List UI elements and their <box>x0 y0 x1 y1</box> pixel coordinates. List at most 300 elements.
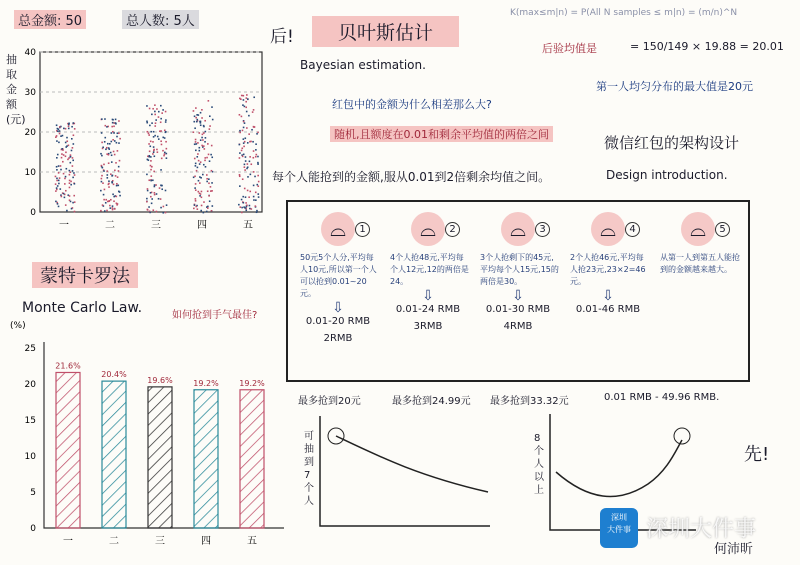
data-dot <box>246 205 248 207</box>
data-dot <box>209 200 211 202</box>
data-dot <box>113 132 115 134</box>
data-dot <box>157 136 159 138</box>
data-dot <box>196 121 198 123</box>
data-dot <box>203 164 205 166</box>
data-dot <box>209 160 211 162</box>
data-dot <box>153 149 155 151</box>
data-dot <box>200 112 202 114</box>
data-dot <box>201 205 203 207</box>
data-dot <box>249 141 251 143</box>
data-dot <box>245 196 247 198</box>
data-dot <box>60 135 62 137</box>
data-dot <box>106 170 108 172</box>
data-dot <box>165 111 167 113</box>
design-title-cn: 微信红包的架构设计 <box>604 134 740 152</box>
bar <box>102 381 126 528</box>
data-dot <box>154 114 156 116</box>
data-dot <box>198 191 200 193</box>
monte-carlo-question: 如何抢到手气最佳? <box>172 310 258 321</box>
data-dot <box>72 202 74 204</box>
data-dot <box>147 190 149 192</box>
data-dot <box>72 159 74 161</box>
data-dot <box>160 105 162 107</box>
data-dot <box>148 159 150 161</box>
y-tick-label: 0 <box>30 524 36 534</box>
signature: 何沛昕 <box>714 542 754 557</box>
data-dot <box>257 193 259 195</box>
data-dot <box>104 118 106 120</box>
data-dot <box>119 195 121 197</box>
data-dot <box>111 126 113 128</box>
data-dot <box>203 125 205 127</box>
bar-value-label: 21.6% <box>55 361 81 371</box>
stage-number: 1 <box>355 222 370 237</box>
data-dot <box>117 185 119 187</box>
x-tick-label: 二 <box>105 220 115 231</box>
data-dot <box>103 199 105 201</box>
data-dot <box>195 107 197 109</box>
data-dot <box>256 211 258 213</box>
data-dot <box>69 180 71 182</box>
data-dot <box>59 188 61 190</box>
data-dot <box>242 104 244 106</box>
data-dot <box>114 154 116 156</box>
y-tick-label: 30 <box>24 88 36 98</box>
data-dot <box>160 121 162 123</box>
data-dot <box>204 148 206 150</box>
data-dot <box>243 146 245 148</box>
data-dot <box>69 199 71 201</box>
data-dot <box>63 154 65 156</box>
data-dot <box>116 142 118 144</box>
bayes-title-en: Bayesian estimation. <box>300 58 426 72</box>
data-dot <box>201 196 203 198</box>
data-dot <box>154 111 156 113</box>
max-grab-4: 0.01 RMB - 49.96 RMB. <box>604 392 720 403</box>
data-dot <box>55 136 57 138</box>
data-dot <box>205 166 207 168</box>
data-dot <box>250 174 252 176</box>
stage-description: 从第一人到第五人能抢到的金额越来越大。 <box>660 253 740 274</box>
data-dot <box>66 140 68 142</box>
data-dot <box>102 167 104 169</box>
data-dot <box>115 122 117 124</box>
data-dot <box>154 192 156 194</box>
data-dot <box>107 177 109 179</box>
data-dot <box>60 169 62 171</box>
data-dot <box>153 146 155 148</box>
data-dot <box>57 185 59 187</box>
data-dot <box>244 188 246 190</box>
y-tick-label: 0 <box>30 208 36 218</box>
data-dot <box>101 178 103 180</box>
data-dot <box>119 138 121 140</box>
watermark-text: 深圳大件事 <box>646 517 757 542</box>
data-dot <box>195 183 197 185</box>
data-dot <box>106 147 108 149</box>
data-dot <box>72 147 74 149</box>
max-grab-3: 最多抢到33.32元 <box>490 396 569 407</box>
data-dot <box>203 145 205 147</box>
data-dot <box>193 208 195 210</box>
stage-number: 3 <box>535 222 550 237</box>
data-dot <box>241 95 243 97</box>
data-dot <box>74 174 76 176</box>
data-dot <box>243 127 245 129</box>
data-dot <box>244 169 246 171</box>
data-dot <box>158 116 160 118</box>
data-dot <box>202 174 204 176</box>
data-dot <box>195 165 197 167</box>
data-dot <box>238 204 240 206</box>
data-dot <box>108 162 110 164</box>
data-dot <box>102 182 104 184</box>
data-dot <box>160 198 162 200</box>
y-tick-label: 15 <box>24 416 36 426</box>
data-dot <box>58 128 60 130</box>
data-dot <box>112 119 114 121</box>
data-dot <box>56 187 58 189</box>
data-dot <box>63 173 65 175</box>
data-dot <box>255 192 257 194</box>
data-dot <box>150 192 152 194</box>
data-dot <box>70 154 72 156</box>
data-dot <box>69 187 71 189</box>
data-dot <box>101 118 103 120</box>
data-dot <box>106 210 108 212</box>
data-dot <box>70 181 72 183</box>
data-dot <box>148 156 150 158</box>
left-curve-ylabel: 可抽到7个人 <box>304 431 314 507</box>
data-dot <box>244 166 246 168</box>
bar-value-label: 20.4% <box>101 370 127 380</box>
bayes-title-cn: 贝叶斯估计 <box>312 16 459 47</box>
stage-number: 2 <box>445 222 460 237</box>
data-dot <box>165 190 167 192</box>
data-dot <box>206 211 208 213</box>
data-dot <box>239 206 241 208</box>
data-dot <box>73 122 75 124</box>
data-dot <box>106 126 108 128</box>
data-dot <box>245 160 247 162</box>
data-dot <box>212 205 214 207</box>
data-dot <box>101 181 103 183</box>
data-dot <box>117 132 119 134</box>
data-dot <box>155 119 157 121</box>
data-dot <box>116 196 118 198</box>
data-dot <box>203 132 205 134</box>
data-dot <box>206 157 208 159</box>
data-dot <box>59 133 61 135</box>
data-dot <box>161 185 163 187</box>
data-dot <box>150 169 152 171</box>
data-dot <box>155 184 157 186</box>
stage-3 <box>476 212 560 332</box>
data-dot <box>55 176 57 178</box>
data-dot <box>197 153 199 155</box>
data-dot <box>112 205 114 207</box>
data-dot <box>112 209 114 211</box>
stage-description: 50元5个人分,平均每人10元,所以第一个人可以抢到0.01~20元。 <box>300 253 377 298</box>
data-dot <box>211 106 213 108</box>
data-dot <box>58 206 60 208</box>
data-dot <box>69 195 71 197</box>
data-dot <box>162 150 164 152</box>
data-dot <box>58 172 60 174</box>
data-dot <box>64 178 66 180</box>
data-dot <box>202 134 204 136</box>
data-dot <box>64 183 66 185</box>
stage-range: 0.01-24 RMB <box>395 304 461 315</box>
data-dot <box>61 153 63 155</box>
data-dot <box>154 194 156 196</box>
data-dot <box>246 97 248 99</box>
data-dot <box>204 120 206 122</box>
data-dot <box>247 190 249 192</box>
data-dot <box>195 141 197 143</box>
data-dot <box>257 156 259 158</box>
data-dot <box>68 124 70 126</box>
data-dot <box>153 136 155 138</box>
data-dot <box>74 201 76 203</box>
design-rule: 每个人能抢到的金额,服从0.01到2倍剩余均值之间。 <box>272 170 551 184</box>
data-dot <box>239 174 241 176</box>
bar <box>240 390 264 528</box>
data-dot <box>110 173 112 175</box>
posterior-label: 后验均值是 <box>542 42 597 55</box>
data-dot <box>113 184 115 186</box>
data-dot <box>109 143 111 145</box>
stage-2 <box>386 212 470 332</box>
data-dot <box>71 126 73 128</box>
data-dot <box>103 170 105 172</box>
person-icon: ⌓ <box>591 212 625 246</box>
data-dot <box>253 157 255 159</box>
data-dot <box>194 175 196 177</box>
data-dot <box>211 182 213 184</box>
y-tick-label: 20 <box>24 380 36 390</box>
bar <box>194 390 218 528</box>
data-dot <box>197 208 199 210</box>
data-dot <box>61 196 63 198</box>
data-dot <box>148 134 150 136</box>
bar-value-label: 19.6% <box>147 375 173 385</box>
data-dot <box>241 150 243 152</box>
data-dot <box>193 131 195 133</box>
data-dot <box>253 185 255 187</box>
data-dot <box>149 151 151 153</box>
data-dot <box>156 108 158 110</box>
data-dot <box>152 209 154 211</box>
data-dot <box>193 176 195 178</box>
stage-description: 3个人抢剩下的45元,平均每个人15元,15的两倍是30。 <box>480 253 559 286</box>
data-dot <box>57 154 59 156</box>
data-dot <box>69 171 71 173</box>
data-dot <box>246 127 248 129</box>
data-dot <box>147 188 149 190</box>
data-dot <box>146 105 148 107</box>
data-dot <box>165 131 167 133</box>
data-dot <box>68 128 70 130</box>
x-tick-label: 一 <box>63 536 73 547</box>
data-dot <box>257 185 259 187</box>
data-dot <box>210 154 212 156</box>
data-dot <box>150 165 152 167</box>
data-dot <box>105 199 107 201</box>
down-arrow-icon: ⇩ <box>512 288 524 304</box>
data-dot <box>201 137 203 139</box>
data-dot <box>148 179 150 181</box>
data-dot <box>104 189 106 191</box>
data-dot <box>247 98 249 100</box>
data-dot <box>160 169 162 171</box>
data-dot <box>118 132 120 134</box>
data-dot <box>204 141 206 143</box>
data-dot <box>165 212 167 214</box>
data-dot <box>239 175 241 177</box>
data-dot <box>150 180 152 182</box>
data-dot <box>151 122 153 124</box>
data-dot <box>59 130 61 132</box>
data-dot <box>69 182 71 184</box>
data-dot <box>196 114 198 116</box>
data-dot <box>110 141 112 143</box>
data-dot <box>71 138 73 140</box>
data-dot <box>206 178 208 180</box>
data-dot <box>199 121 201 123</box>
data-dot <box>112 194 114 196</box>
data-dot <box>161 144 163 146</box>
y-tick-label: 40 <box>24 48 36 58</box>
data-dot <box>108 184 110 186</box>
data-dot <box>200 139 202 141</box>
data-dot <box>207 206 209 208</box>
data-dot <box>68 126 70 128</box>
data-dot <box>69 170 71 172</box>
data-dot <box>152 108 154 110</box>
data-dot <box>165 119 167 121</box>
data-dot <box>108 200 110 202</box>
answer-1: 随机,且额度在0.01和剩余平均值的两倍之间 <box>330 126 553 142</box>
data-dot <box>114 170 116 172</box>
data-dot <box>164 137 166 139</box>
data-dot <box>160 118 162 120</box>
data-dot <box>201 145 203 147</box>
data-dot <box>118 120 120 122</box>
data-dot <box>196 143 198 145</box>
data-dot <box>154 135 156 137</box>
data-dot <box>105 202 107 204</box>
data-dot <box>153 171 155 173</box>
data-dot <box>108 186 110 188</box>
data-dot <box>64 197 66 199</box>
data-dot <box>161 188 163 190</box>
data-dot <box>241 116 243 118</box>
data-dot <box>244 122 246 124</box>
total-people: 总人数: 5人 <box>122 10 199 29</box>
data-dot <box>63 128 65 130</box>
stage-number: 4 <box>625 222 640 237</box>
data-dot <box>209 128 211 130</box>
y-tick-label: 10 <box>24 168 36 178</box>
data-dot <box>160 130 162 132</box>
data-dot <box>73 134 75 136</box>
person-icon: ⌓ <box>321 212 355 246</box>
data-dot <box>241 147 243 149</box>
data-dot <box>105 148 107 150</box>
data-dot <box>59 177 61 179</box>
data-dot <box>162 137 164 139</box>
data-dot <box>111 175 113 177</box>
x-tick-label: 五 <box>247 536 257 547</box>
right-curve-ylabel: 8个人以上 <box>534 433 544 496</box>
data-dot <box>166 204 168 206</box>
data-dot <box>194 143 196 145</box>
data-dot <box>118 166 120 168</box>
x-tick-label: 一 <box>59 220 69 231</box>
y-tick-label: 5 <box>30 488 36 498</box>
data-dot <box>211 210 213 212</box>
data-dot <box>100 210 102 212</box>
data-dot <box>150 156 152 158</box>
data-dot <box>253 199 255 201</box>
data-dot <box>252 141 254 143</box>
data-dot <box>195 198 197 200</box>
data-dot <box>253 109 255 111</box>
data-dot <box>73 143 75 145</box>
y-axis-label: (%) <box>10 321 26 331</box>
y-axis-title: 抽取金额(元) <box>6 53 26 126</box>
data-dot <box>118 191 120 193</box>
data-dot <box>242 156 244 158</box>
data-dot <box>256 184 258 186</box>
data-dot <box>248 196 250 198</box>
data-dot <box>154 125 156 127</box>
data-dot <box>147 209 149 211</box>
stage-5 <box>656 212 740 276</box>
data-dot <box>148 133 150 135</box>
data-dot <box>101 142 103 144</box>
data-dot <box>255 199 257 201</box>
data-dot <box>211 170 213 172</box>
data-dot <box>245 209 247 211</box>
data-dot <box>148 206 150 208</box>
stage-range: 0.01-30 RMB <box>485 304 551 315</box>
y-tick-label: 25 <box>24 344 36 354</box>
stage-4 <box>566 212 650 315</box>
bar-value-label: 19.2% <box>239 378 265 388</box>
data-dot <box>149 125 151 127</box>
data-dot <box>156 149 158 151</box>
data-dot <box>62 161 64 163</box>
total-amount: 总金额: 50 <box>14 10 86 29</box>
data-dot <box>166 153 168 155</box>
data-dot <box>164 152 166 154</box>
data-dot <box>242 130 244 132</box>
data-dot <box>166 148 168 150</box>
data-dot <box>154 186 156 188</box>
data-dot <box>69 174 71 176</box>
data-dot <box>112 207 114 209</box>
data-dot <box>66 210 68 212</box>
stage-range: 0.01-20 RMB <box>305 316 371 327</box>
data-dot <box>73 195 75 197</box>
data-dot <box>111 154 113 156</box>
data-dot <box>107 143 109 145</box>
data-dot <box>152 179 154 181</box>
data-dot <box>253 96 255 98</box>
data-dot <box>249 161 251 163</box>
